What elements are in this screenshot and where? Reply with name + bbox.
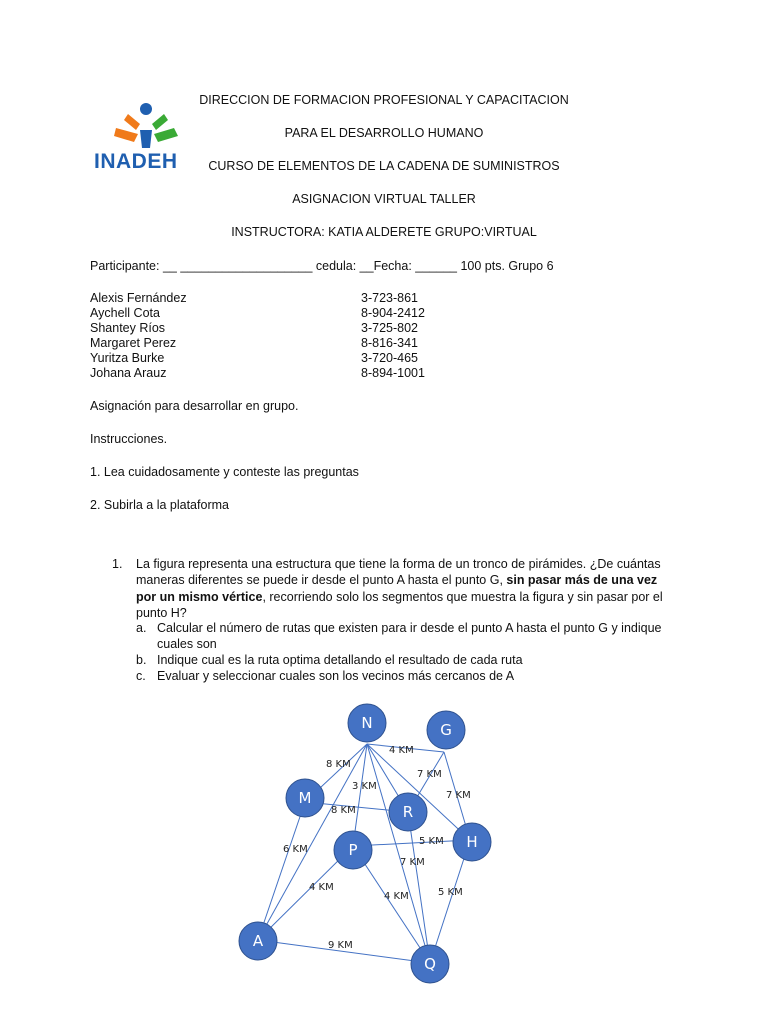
edge-label: 5 KM bbox=[419, 836, 444, 847]
header-line-1: DIRECCION DE FORMACION PROFESIONAL Y CAPACITACION bbox=[199, 93, 569, 107]
edge-label: 7 KM bbox=[417, 769, 442, 780]
edge-label: 6 KM bbox=[283, 844, 308, 855]
header-line-2: PARA EL DESARROLLO HUMANO bbox=[284, 126, 484, 140]
member-name: Johana Arauz bbox=[90, 366, 167, 380]
member-name: Aychell Cota bbox=[90, 306, 160, 320]
member-id: 3-723-861 bbox=[361, 291, 418, 305]
participant-line: Participante: __ ___________________ cedula: __Fecha: ______ 100 pts. Grupo 6 bbox=[90, 259, 554, 273]
edge-label: 4 KM bbox=[309, 882, 334, 893]
node-label-a: A bbox=[252, 932, 264, 950]
logo-text: INADEH bbox=[94, 150, 178, 173]
node-label-r: R bbox=[402, 803, 414, 821]
member-name: Yuritza Burke bbox=[90, 351, 165, 365]
question-text-a: La figura representa una estructura que tiene la forma de un tronco de pirámides. ¿De cuántas maneras diferentes se puede ir desde el punto A hasta el punto G, bbox=[136, 557, 661, 588]
edge-label: 4 KM bbox=[384, 891, 409, 902]
node-label-n: N bbox=[361, 714, 373, 732]
question-text-bold: sin pasar más de una vez por un mismo vértice bbox=[136, 573, 658, 604]
edge-label: 9 KM bbox=[328, 940, 353, 951]
node-label-m: M bbox=[298, 789, 312, 807]
header-line-4: ASIGNACION VIRTUAL TALLER bbox=[292, 192, 476, 206]
edge-label: 7 KM bbox=[446, 790, 471, 801]
member-name: Shantey Ríos bbox=[90, 321, 166, 335]
member-id: 3-725-802 bbox=[361, 321, 418, 335]
sub-text: Indique cual es la ruta optima detallando el resultado de cada ruta bbox=[157, 653, 523, 667]
edge-label: 5 KM bbox=[438, 887, 463, 898]
node-label-p: P bbox=[348, 841, 358, 859]
sub-letter: b. bbox=[136, 653, 147, 667]
member-id: 8-904-2412 bbox=[361, 306, 425, 320]
question-text-b: , recorriendo solo los segmentos que muestra la figura y sin pasar por el punto H? bbox=[136, 589, 663, 620]
header-line-5: INSTRUCTORA: KATIA ALDERETE GRUPO:VIRTUAL bbox=[231, 225, 537, 239]
sub-letter: c. bbox=[136, 669, 146, 683]
edge-label: 8 KM bbox=[331, 805, 356, 816]
member-name: Alexis Fernández bbox=[90, 291, 187, 305]
node-label-h: H bbox=[466, 833, 478, 851]
instructions-title: Instrucciones. bbox=[90, 432, 168, 446]
edge-label: 3 KM bbox=[352, 781, 377, 792]
instruction-item: 2. Subirla a la plataforma bbox=[90, 498, 229, 512]
header-line-3: CURSO DE ELEMENTOS DE LA CADENA DE SUMINISTROS bbox=[208, 159, 560, 173]
sub-text: Evaluar y seleccionar cuales son los vecinos más cercanos de A bbox=[157, 669, 515, 683]
member-id: 3-720-465 bbox=[361, 351, 418, 365]
member-id: 8-816-341 bbox=[361, 336, 418, 350]
instruction-item: 1. Lea cuidadosamente y conteste las preguntas bbox=[90, 465, 359, 479]
sub-letter: a. bbox=[136, 621, 147, 635]
question-number: 1. bbox=[112, 557, 123, 571]
edge-label: 4 KM bbox=[389, 745, 414, 756]
edge-label: 7 KM bbox=[400, 857, 425, 868]
sub-text: Calcular el número de rutas que existen para ir desde el punto A hasta el punto G y indique cuales son bbox=[157, 621, 662, 652]
node-label-q: Q bbox=[424, 955, 436, 973]
node-label-g: G bbox=[440, 721, 452, 739]
member-name: Margaret Perez bbox=[90, 336, 177, 350]
member-id: 8-894-1001 bbox=[361, 366, 425, 380]
assignment-text: Asignación para desarrollar en grupo. bbox=[90, 399, 299, 413]
edge-label: 8 KM bbox=[326, 759, 351, 770]
